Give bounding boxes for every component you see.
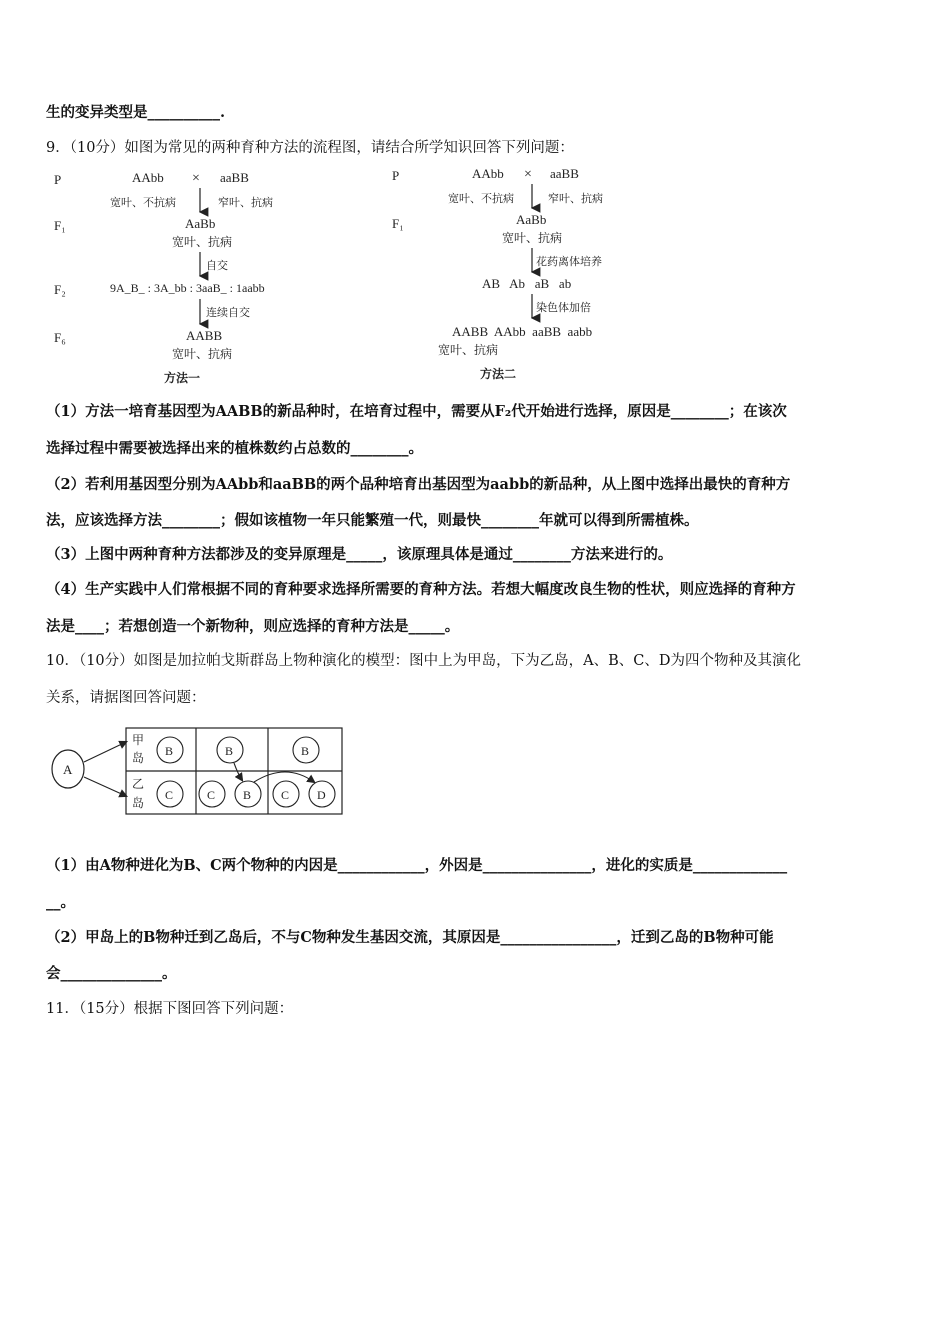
m2-caption: 方法二 [480, 367, 517, 381]
m1-parent2: aaBB [220, 170, 249, 185]
species-c-yi-3-label: C [281, 788, 290, 802]
island-jia-char2: 岛 [132, 751, 145, 765]
m1-cross: × [192, 171, 200, 186]
arrow-a-to-jia [84, 742, 126, 762]
island-speciation-diagram [46, 722, 346, 822]
m1-pheno1: 宽叶、不抗病 [110, 196, 176, 209]
label-f1-2: F₁ [392, 216, 404, 231]
m1-parent1: AAbb [132, 170, 164, 185]
question-10-title-line2: 关系，请据图回答问题： [46, 690, 206, 706]
species-b-yi-2-label: B [243, 788, 252, 802]
m1-f6-geno: AABB [186, 328, 223, 343]
m1-f1-pheno: 宽叶、抗病 [172, 235, 233, 249]
species-b-jia-2-label: B [225, 744, 234, 758]
m2-pheno2: 窄叶、抗病 [548, 192, 603, 205]
q9-sub4-line1: （4）生产实践中人们常根据不同的育种要求选择所需要的育种方法。若想大幅度改良生物的性状，则应选择的育种方 [46, 581, 796, 598]
m2-f1-pheno: 宽叶、抗病 [502, 231, 563, 245]
m1-step2: 连续自交 [206, 306, 250, 319]
question-10-title-line1: 10．（10分）如图是加拉帕戈斯群岛上物种演化的模型：图中上为甲岛，下为乙岛，A、B、C、D为四个物种及其演化 [46, 653, 801, 669]
arrow-b-to-d [254, 772, 314, 782]
species-c-yi-1-label: C [165, 788, 174, 802]
m1-caption: 方法一 [164, 371, 201, 385]
q9-sub2-line2: 法，应该选择方法________；假如该植物一年只能繁殖一代，则最快________年就可以得到所需植株。 [46, 512, 699, 529]
q10-sub1-line1: （1）由A物种进化为B、C两个物种的内因是____________，外因是_______________，进化的实质是_____________ [46, 857, 788, 874]
question-9-title: 9．（10分）如图为常见的两种育种方法的流程图，请结合所学知识回答下列问题： [46, 140, 574, 156]
q10-sub1-line2: __。 [46, 894, 75, 911]
m2-gametes: AB Ab aB ab [482, 276, 572, 291]
species-b-jia-1-label: B [165, 744, 174, 758]
q9-sub2-line1: （2）若利用基因型分别为AAbb和aaBB的两个品种培育出基因型为aabb的新品种，从上图中选择出最快的育种方 [46, 476, 791, 493]
island-yi-char2: 岛 [132, 796, 145, 810]
q9-sub1-line1: （1）方法一培育基因型为AABB的新品种时，在培育过程中，需要从F₂代开始进行选择，原因是________；在该次 [46, 403, 787, 420]
q9-sub4-line2: 法是____；若想创造一个新物种，则应选择的育种方法是_____。 [46, 618, 460, 635]
label-f1: F₁ [54, 218, 66, 233]
m2-pheno1: 宽叶、不抗病 [448, 192, 514, 205]
m2-step2: 染色体加倍 [536, 301, 591, 314]
q10-sub2-line1: （2）甲岛上的B物种迁到乙岛后，不与C物种发生基因交流，其原因是________________，迁到乙岛的B物种可能 [46, 929, 774, 946]
m2-f1-geno: AaBb [516, 212, 547, 227]
island-jia-char1: 甲 [132, 733, 145, 747]
m2-result: AABB AAbb aaBB aabb [452, 324, 593, 339]
q9-sub3: （3）上图中两种育种方法都涉及的变异原理是_____，该原理具体是通过________方法来进行的。 [46, 546, 673, 563]
m2-cross: × [524, 167, 532, 182]
m1-f1-geno: AaBb [185, 216, 216, 231]
m1-f6-pheno: 宽叶、抗病 [172, 347, 233, 361]
label-p: P [54, 172, 62, 187]
m1-step1: 自交 [206, 259, 228, 272]
breeding-methods-diagram [40, 162, 660, 390]
text-line-q8-end: 生的变异类型是__________. [46, 104, 226, 121]
m2-result-pheno: 宽叶、抗病 [438, 343, 499, 357]
label-p2: P [392, 168, 400, 183]
m1-f2-ratio: 9A_B_ : 3A_bb : 3aaB_ : 1aabb [110, 281, 265, 295]
m2-parent1: AAbb [472, 166, 504, 181]
species-a-label: A [63, 762, 73, 777]
q9-sub1-line2: 选择过程中需要被选择出来的植株数约占总数的________。 [46, 440, 423, 457]
label-f2: F₂ [54, 282, 66, 297]
q10-sub2-line2: 会______________。 [46, 965, 177, 982]
m2-parent2: aaBB [550, 166, 579, 181]
species-b-jia-3-label: B [301, 744, 310, 758]
question-11-title: 11．（15分）根据下图回答下列问题： [46, 1001, 294, 1017]
m2-step1: 花药离体培养 [536, 255, 602, 268]
m1-pheno2: 窄叶、抗病 [218, 196, 273, 209]
species-d-yi-3-label: D [317, 788, 326, 802]
label-f6: F₆ [54, 330, 66, 345]
island-yi-char1: 乙 [132, 777, 145, 791]
species-c-yi-2-label: C [207, 788, 216, 802]
arrow-a-to-yi [84, 777, 126, 796]
